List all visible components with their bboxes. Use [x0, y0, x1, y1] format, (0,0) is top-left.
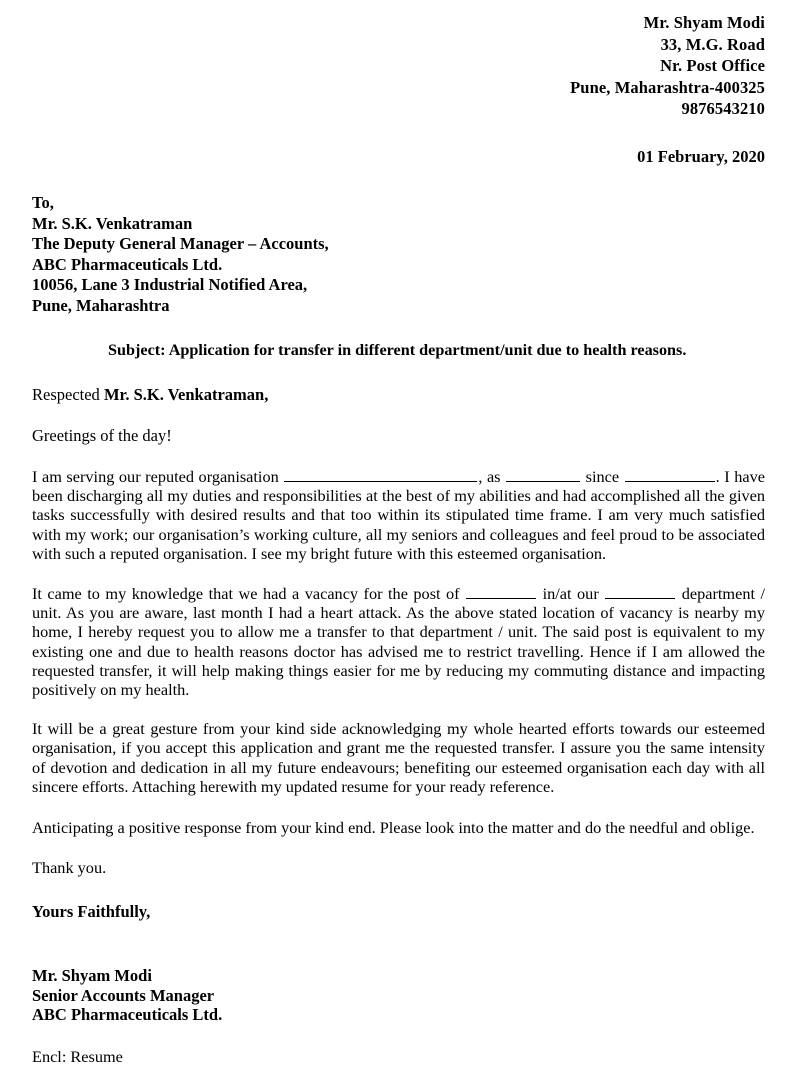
salutation: [32, 385, 765, 405]
sender-phone: 9876543210: [681, 99, 765, 118]
sender-landmark: Nr. Post Office: [660, 56, 765, 75]
sender-city-pincode: Pune, Maharashtra-400325: [570, 77, 765, 97]
p1-segment-1: I am serving our reputed organisation: [32, 466, 279, 486]
recipient-street: 10056, Lane 3 Industrial Notified Area,: [32, 275, 308, 294]
recipient-designation: The Deputy General Manager – Accounts,: [32, 234, 329, 253]
body-paragraph-2: [32, 583, 765, 699]
subject-line: Subject: Application for transfer in different department/unit due to health reasons.: [108, 341, 687, 359]
blank-department-name[interactable]: [605, 583, 675, 599]
signature-block: [32, 966, 765, 1025]
body-paragraph-4: Anticipating a positive response from your kind end. Please look into the matter and do the needful and oblige.: [32, 818, 755, 838]
p2-segment-1: It came to my knowledge that we had a vacancy for the post of: [32, 583, 460, 603]
p2-segment-3: department / unit. As you are aware, last month I had a heart attack. As the above stated location of vacancy is nearby my home, I hereby request you to allow me a transfer to that department / unit. The said post is equivalent to my existing one and due to health reasons doctor has advised me to restrict travelling. Hence if I am allowed the requested transfer, it will help making things easier for me by reducing my commuting distance and impacting positively on my health.: [32, 583, 765, 699]
blank-post-name[interactable]: [466, 583, 536, 599]
p1-segment-2: , as: [478, 466, 501, 486]
letter-content: [32, 0, 765, 1066]
blank-organisation-name[interactable]: [284, 466, 477, 482]
recipient-to-label: To,: [32, 193, 54, 212]
signatory-company: ABC Pharmaceuticals Ltd.: [32, 1005, 223, 1025]
blank-since-date[interactable]: [625, 466, 715, 482]
salutation-prefix: Respected: [32, 385, 104, 404]
salutation-name: Mr. S.K. Venkatraman,: [103, 385, 269, 404]
letter-date: 01 February, 2020: [637, 146, 765, 166]
p1-segment-4: . I have been discharging all my duties and responsibilities at the best of my abilities and had accomplished all the given tasks successfully with desired results and that too within its stipulated time frame. I am very much satisfied with my work; our organisation’s working culture, all my seniors and colleagues and feel proud to be associated with such a reputed organisation. I see my bright future with this esteemed organisation.: [32, 466, 765, 563]
recipient-address-block: [32, 193, 765, 316]
body-paragraph-1: [32, 466, 765, 563]
signatory-designation: Senior Accounts Manager: [32, 985, 215, 1005]
p2-segment-2: in/at our: [542, 583, 599, 603]
sender-street: 33, M.G. Road: [660, 34, 765, 54]
recipient-city: Pune, Maharashtra: [32, 295, 170, 315]
greeting-line: Greetings of the day!: [32, 426, 172, 445]
recipient-company: ABC Pharmaceuticals Ltd.: [32, 254, 223, 274]
closing-salutation: Yours Faithfully,: [32, 902, 151, 922]
body-paragraph-3: It will be a great gesture from your kind side acknowledging my whole hearted efforts towards our esteemed organisation, if you accept this application and grant me the requested transfer. I assure you the same intensity of devotion and dedication in all my future endeavours; benefiting our esteemed organisation each day with all sincere efforts. Attaching herewith my updated resume for your ready reference.: [32, 719, 765, 796]
sender-name: Mr. Shyam Modi: [643, 13, 765, 32]
signatory-name: Mr. Shyam Modi: [32, 966, 152, 986]
recipient-name: Mr. S.K. Venkatraman: [32, 213, 193, 233]
thank-you-line: Thank you.: [32, 858, 107, 878]
sender-address-block: [32, 0, 765, 120]
enclosure-line: Encl: Resume: [32, 1046, 123, 1066]
blank-designation[interactable]: [506, 466, 580, 482]
p1-segment-3: since: [585, 466, 620, 486]
